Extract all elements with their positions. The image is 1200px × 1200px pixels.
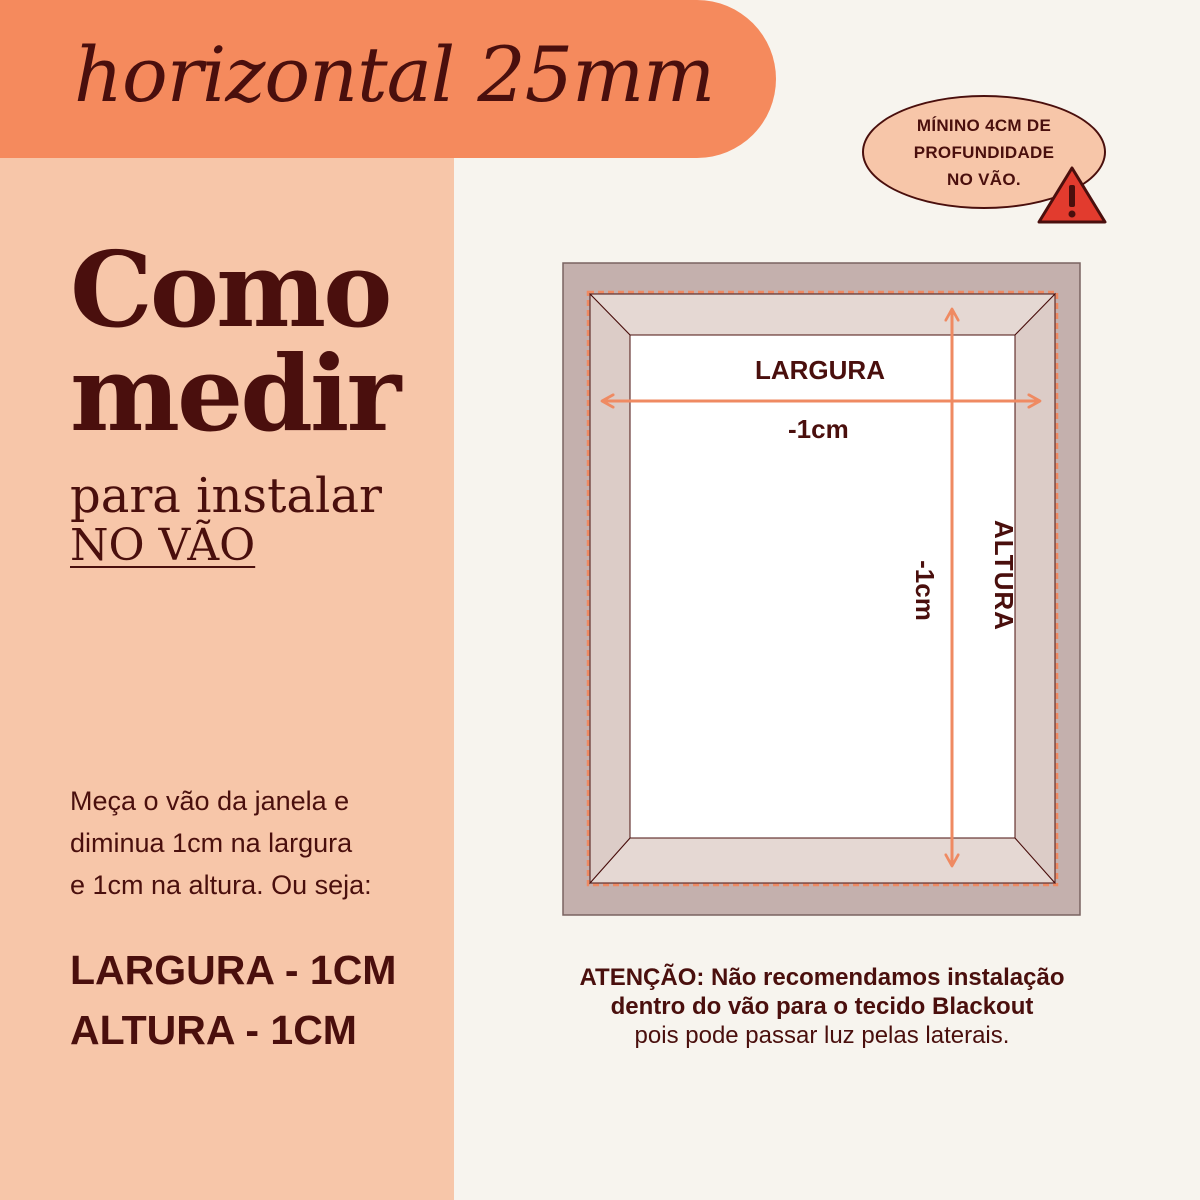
bubble-line-3: NO VÃO. xyxy=(947,169,1021,189)
subtitle-line-1: para instalar xyxy=(70,468,382,524)
formula-height: ALTURA - 1CM xyxy=(70,1007,357,1053)
title-line-2: medir xyxy=(70,332,399,455)
reveal-right xyxy=(1015,294,1055,883)
width-label: LARGURA xyxy=(755,355,885,385)
instructions-line-1: Meça o vão da janela e xyxy=(70,786,350,816)
formula xyxy=(70,940,396,1060)
height-reduction-label: -1cm xyxy=(909,560,940,621)
reveal-left xyxy=(590,294,630,883)
page-title xyxy=(70,228,399,455)
height-label: ALTURA xyxy=(988,520,1019,631)
instructions-line-3: e 1cm na altura. Ou seja: xyxy=(70,870,372,900)
header-banner xyxy=(0,0,776,158)
header-title: horizontal 25mm xyxy=(74,30,715,119)
bubble-line-1: MÍNINO 4CM DE xyxy=(916,115,1052,135)
bubble-line-2: PROFUNDIDADE xyxy=(913,142,1055,162)
attention-line-1: ATENÇÃO: Não recomendamos instalação xyxy=(579,964,1065,991)
width-reduction-label: -1cm xyxy=(788,414,849,444)
subtitle-line-2: NO VÃO xyxy=(70,520,256,571)
instructions-text xyxy=(70,780,440,906)
attention-line-2: dentro do vão para o tecido Blackout xyxy=(610,993,1034,1020)
reveal-bottom xyxy=(590,838,1055,883)
formula-width: LARGURA - 1CM xyxy=(70,947,397,993)
window-glass xyxy=(630,335,1015,838)
warning-triangle-icon xyxy=(1036,165,1108,225)
title-line-1: Como xyxy=(70,228,390,351)
reveal-top xyxy=(590,294,1055,335)
attention-line-3: pois pode passar luz pelas laterais. xyxy=(634,1022,1010,1049)
attention-note xyxy=(540,963,1104,1050)
instructions-line-2: diminua 1cm na largura xyxy=(70,828,353,858)
